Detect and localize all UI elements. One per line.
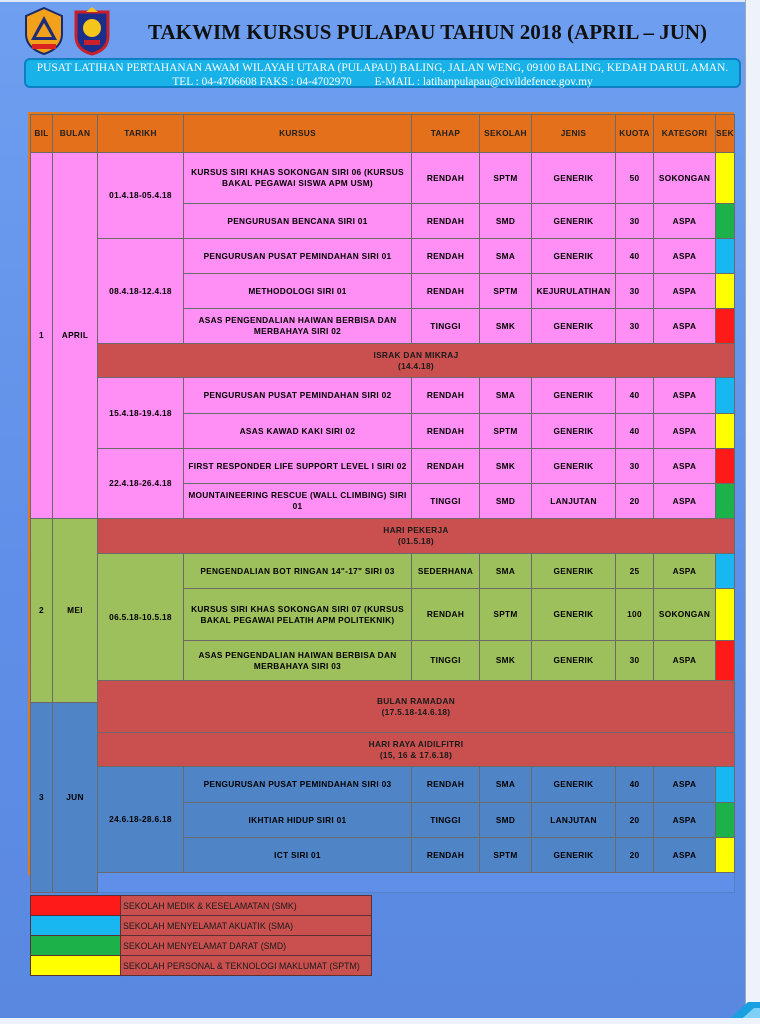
course-quota: 20 [616,803,654,838]
course-type: GENERIK [532,239,616,274]
course-type: GENERIK [532,589,616,641]
holiday-cell [98,344,735,378]
col-header-bulan: BULAN [53,115,98,153]
phone-fax-text: TEL : 04-4706608 FAKS : 04-4702970 [172,76,352,88]
school-color-marker [716,204,735,239]
month-number: 3 [31,703,53,893]
course-type: GENERIK [532,449,616,484]
course-quota: 25 [616,554,654,589]
holiday-row [31,519,735,554]
course-category: ASPA [654,641,716,681]
course-quota: 40 [616,239,654,274]
address-line: PUSAT LATIHAN PERTAHANAN AWAM WILAYAH UTARA (PULAPAU) BALING, JALAN WENG, 09100 BALING, KEDAH DARUL AMAN. [36,62,729,74]
course-category: ASPA [654,414,716,449]
holiday-name: HARI PEKERJA [383,525,449,535]
course-category: ASPA [654,554,716,589]
school-color-marker [716,153,735,204]
legend-row [31,956,372,976]
table-row [31,153,735,204]
col-header-sekolah: SEKOLAH [480,115,532,153]
school-color-marker [716,449,735,484]
course-quota: 30 [616,449,654,484]
course-level: RENDAH [412,589,480,641]
course-level: RENDAH [412,767,480,803]
course-name: METHODOLOGI SIRI 01 [184,274,412,309]
course-school: SMA [480,554,532,589]
contact-line [26,75,739,89]
course-quota: 50 [616,153,654,204]
month-name: JUN [53,703,98,893]
course-name: PENGURUSAN PUSAT PEMINDAHAN SIRI 01 [184,239,412,274]
date-range: 15.4.18-19.4.18 [98,378,184,449]
date-range: 06.5.18-10.5.18 [98,554,184,681]
course-school: SMD [480,484,532,519]
date-range: 22.4.18-26.4.18 [98,449,184,519]
col-header-sek: SEK [716,115,735,153]
course-level: RENDAH [412,153,480,204]
course-quota: 30 [616,641,654,681]
legend-label-sma: SEKOLAH MENYELAMAT AKUATIK (SMA) [121,916,372,936]
course-name: IKHTIAR HIDUP SIRI 01 [184,803,412,838]
course-quota: 30 [616,309,654,344]
holiday-date: (15, 16 & 17.6.18) [379,749,453,760]
table-row [31,378,735,414]
course-name: MOUNTAINEERING RESCUE (WALL CLIMBING) SIRI 01 [184,484,412,519]
table-row [31,449,735,484]
col-header-bil: BIL [31,115,53,153]
course-category: ASPA [654,239,716,274]
col-header-kategori: KATEGORI [654,115,716,153]
course-category: SOKONGAN [654,589,716,641]
email-text: E-MAIL : latihanpulapau@civildefence.gov.my [374,76,593,88]
table-row [31,767,735,803]
course-type: GENERIK [532,414,616,449]
page-bottom-edge [0,1018,760,1024]
course-name: KURSUS SIRI KHAS SOKONGAN SIRI 06 (KURSUS BAKAL PEGAWAI SISWA APM USM) [184,153,412,204]
course-category: ASPA [654,449,716,484]
school-color-legend [30,895,372,976]
course-type: KEJURULATIHAN [532,274,616,309]
course-category: ASPA [654,204,716,239]
holiday-date: (01.5.18) [398,536,434,546]
course-level: TINGGI [412,484,480,519]
course-name: ASAS PENGENDALIAN HAIWAN BERBISA DAN MERBAHAYA SIRI 02 [184,309,412,344]
month-number: 1 [31,153,53,519]
course-name: PENGENDALIAN BOT RINGAN 14"-17" SIRI 03 [184,554,412,589]
course-level: RENDAH [412,838,480,873]
course-quota: 40 [616,767,654,803]
table-row [31,554,735,589]
holiday-cell [98,681,735,733]
holiday-cell [98,733,735,767]
table-row-blank [31,873,735,893]
course-school: SPTM [480,589,532,641]
course-name: ICT SIRI 01 [184,838,412,873]
holiday-row [31,344,735,378]
course-quota: 40 [616,378,654,414]
legend-swatch-smd [31,936,121,956]
month-number: 2 [31,519,53,703]
course-quota: 40 [616,414,654,449]
course-quota: 100 [616,589,654,641]
course-type: GENERIK [532,554,616,589]
month-name: MEI [53,519,98,703]
course-school: SPTM [480,153,532,204]
course-name: PENGURUSAN BENCANA SIRI 01 [184,204,412,239]
course-type: LANJUTAN [532,803,616,838]
course-quota: 20 [616,838,654,873]
course-schedule-table [30,114,735,893]
course-quota: 30 [616,274,654,309]
school-color-marker [716,803,735,838]
course-type: GENERIK [532,309,616,344]
col-header-jenis: JENIS [532,115,616,153]
page-right-margin [746,0,760,1024]
course-school: SMD [480,204,532,239]
school-color-marker [716,554,735,589]
course-category: ASPA [654,838,716,873]
holiday-row [31,733,735,767]
course-category: ASPA [654,484,716,519]
course-school: SMK [480,449,532,484]
course-category: SOKONGAN [654,153,716,204]
course-school: SMK [480,641,532,681]
course-school: SPTM [480,274,532,309]
course-type: GENERIK [532,767,616,803]
holiday-date: (17.5.18-14.6.18) [381,706,451,717]
col-header-tahap: TAHAP [412,115,480,153]
course-name: FIRST RESPONDER LIFE SUPPORT LEVEL I SIRI 02 [184,449,412,484]
course-level: RENDAH [412,378,480,414]
school-color-marker [716,414,735,449]
course-category: ASPA [654,274,716,309]
blank-cell [98,873,735,893]
course-name: KURSUS SIRI KHAS SOKONGAN SIRI 07 (KURSUS BAKAL PEGAWAI PELATIH APM POLITEKNIK) [184,589,412,641]
holiday-name: BULAN RAMADAN [376,695,456,706]
course-category: ASPA [654,378,716,414]
course-name: PENGURUSAN PUSAT PEMINDAHAN SIRI 02 [184,378,412,414]
course-type: GENERIK [532,378,616,414]
col-header-kuota: KUOTA [616,115,654,153]
course-level: SEDERHANA [412,554,480,589]
holiday-name: ISRAK DAN MIKRAJ [373,349,459,360]
holiday-row [31,681,735,703]
course-school: SMK [480,309,532,344]
course-school: SMA [480,378,532,414]
legend-row [31,896,372,916]
table-row [31,239,735,274]
course-name: ASAS KAWAD KAKI SIRI 02 [184,414,412,449]
course-level: RENDAH [412,239,480,274]
course-level: TINGGI [412,641,480,681]
contact-info-banner [24,58,741,88]
civil-defence-logo-icon [24,6,64,56]
legend-label-smk: SEKOLAH MEDIK & KESELAMATAN (SMK) [121,896,372,916]
holiday-date: (14.4.18) [398,360,434,371]
col-header-tarikh: TARIKH [98,115,184,153]
legend-swatch-sma [31,916,121,936]
course-school: SPTM [480,414,532,449]
date-range: 24.6.18-28.6.18 [98,767,184,873]
school-color-marker [716,378,735,414]
school-color-marker [716,589,735,641]
legend-row [31,916,372,936]
legend-label-smd: SEKOLAH MENYELAMAT DARAT (SMD) [121,936,372,956]
table-header-row [31,115,735,153]
page-title: TAKWIM KURSUS PULAPAU TAHUN 2018 (APRIL – JUN) [148,20,708,44]
course-category: ASPA [654,767,716,803]
school-color-marker [716,274,735,309]
date-range: 08.4.18-12.4.18 [98,239,184,344]
course-type: GENERIK [532,838,616,873]
month-name: APRIL [53,153,98,519]
date-range: 01.4.18-05.4.18 [98,153,184,239]
school-color-marker [716,641,735,681]
course-level: TINGGI [412,309,480,344]
course-type: GENERIK [532,204,616,239]
legend-row [31,936,372,956]
course-level: TINGGI [412,803,480,838]
school-color-marker [716,767,735,803]
course-school: SPTM [480,838,532,873]
holiday-name: HARI RAYA AIDILFITRI [368,738,464,749]
course-quota: 30 [616,204,654,239]
col-header-kursus: KURSUS [184,115,412,153]
course-name: PENGURUSAN PUSAT PEMINDAHAN SIRI 03 [184,767,412,803]
legend-swatch-smk [31,896,121,916]
holiday-cell [98,519,735,554]
course-type: GENERIK [532,153,616,204]
course-category: ASPA [654,309,716,344]
legend-label-sptm: SEKOLAH PERSONAL & TEKNOLOGI MAKLUMAT (SPTM) [121,956,372,976]
course-quota: 20 [616,484,654,519]
course-school: SMA [480,239,532,274]
course-level: RENDAH [412,414,480,449]
legend-swatch-sptm [31,956,121,976]
course-type: LANJUTAN [532,484,616,519]
pulapau-crest-logo-icon [72,6,112,56]
school-color-marker [716,838,735,873]
course-level: RENDAH [412,204,480,239]
course-type: GENERIK [532,641,616,681]
school-color-marker [716,239,735,274]
course-level: RENDAH [412,449,480,484]
course-school: SMA [480,767,532,803]
course-school: SMD [480,803,532,838]
course-name: ASAS PENGENDALIAN HAIWAN BERBISA DAN MERBAHAYA SIRI 03 [184,641,412,681]
school-color-marker [716,309,735,344]
page-top-edge [0,0,760,2]
course-level: RENDAH [412,274,480,309]
course-category: ASPA [654,803,716,838]
school-color-marker [716,484,735,519]
